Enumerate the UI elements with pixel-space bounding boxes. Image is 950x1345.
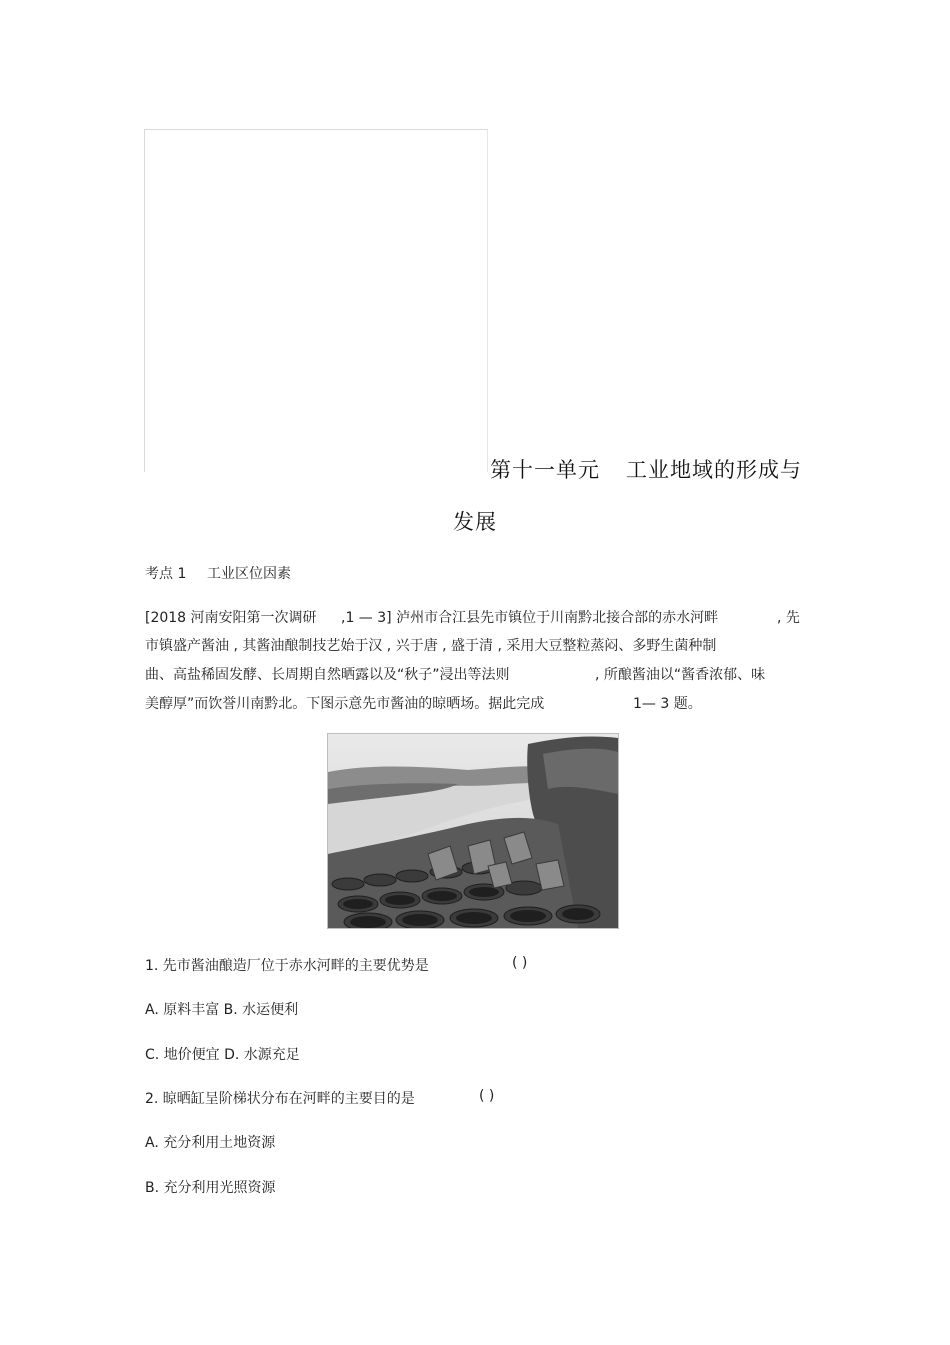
question-1-options-cd: C. 地价便宜 D. 水源充足	[145, 1047, 300, 1063]
passage-line1-a: [2018 河南安阳第一次调研	[145, 610, 317, 626]
passage-line1-b: ,1 — 3] 泸州市合江县先市镇位于川南黔北接合部的赤水河畔	[341, 610, 719, 626]
chapter-heading-line2: 发展	[453, 510, 497, 534]
unit-title: 第十一单元	[490, 458, 600, 482]
section-name: 工业区位因素	[207, 566, 291, 582]
drying-field-photo	[327, 733, 619, 929]
blank-image-frame	[144, 129, 488, 472]
passage-line3-a: 曲、高盐稀固发酵、长周期自然晒露以及“秋子”浸出等法则	[145, 667, 510, 683]
passage-line4-a: 美醇厚”而饮誉川南黔北。下图示意先市酱油的晾晒场。据此完成	[145, 696, 545, 712]
chapter-heading-line1: 工业地域的形成与	[626, 458, 802, 482]
passage-line3-b: , 所酿酱油以“酱香浓郁、味	[595, 667, 766, 683]
passage-line1-c: , 先	[777, 610, 800, 626]
passage-line4-b: 1— 3 题。	[633, 696, 702, 712]
question-2-answer-paren: ( )	[479, 1088, 495, 1104]
question-1-options-ab: A. 原料丰富 B. 水运便利	[145, 1002, 299, 1018]
question-2-option-b: B. 充分利用光照资源	[145, 1180, 276, 1196]
question-1-stem: 1. 先市酱油酿造厂位于赤水河畔的主要优势是	[145, 958, 429, 974]
section-label: 考点 1	[145, 566, 187, 582]
question-2-option-a: A. 充分利用土地资源	[145, 1135, 276, 1151]
passage-line2: 市镇盛产酱油 , 其酱油酿制技艺始于汉 , 兴于唐 , 盛于清 , 采用大豆整粒蒸闷、多野生菌种制	[145, 638, 717, 654]
question-2-stem: 2. 晾晒缸呈阶梯状分布在河畔的主要目的是	[145, 1091, 415, 1107]
question-1-answer-paren: ( )	[512, 955, 528, 971]
